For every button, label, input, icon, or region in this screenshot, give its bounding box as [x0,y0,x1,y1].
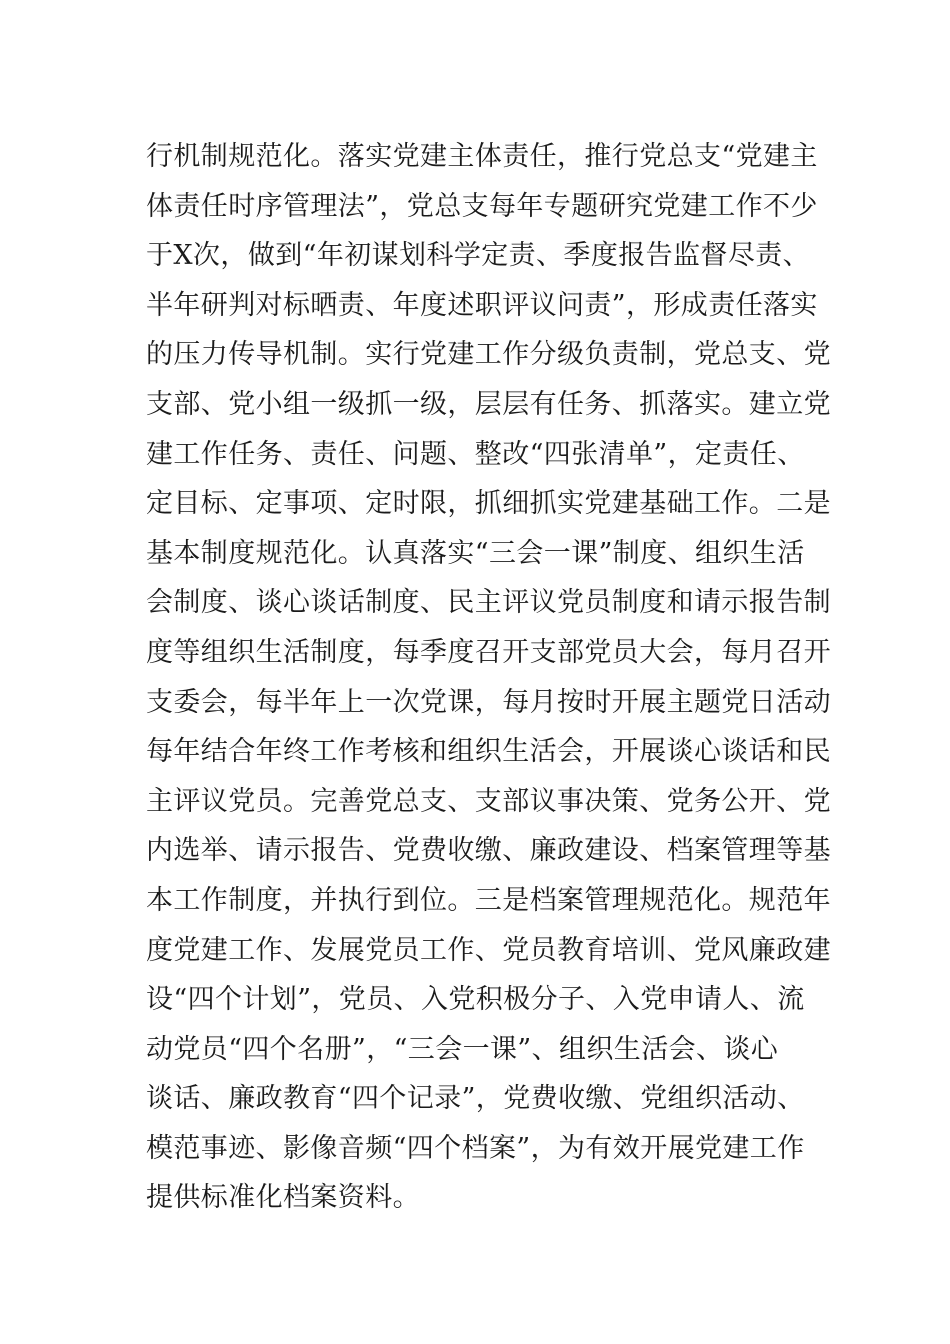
text-line: 的压力传导机制。实行党建工作分级负责制，党总支、党 [146,339,831,371]
body-paragraph [146,132,831,1223]
text-line: 支部、党小组一级抓一级，层层有任务、抓落实。建立党 [146,388,831,420]
text-line: 每年结合年终工作考核和组织生活会，开展谈心谈话和民 [146,736,831,768]
text-line: 谈话、廉政教育“四个记录”，党费收缴、党组织活动、 [146,1083,805,1115]
text-line: 半年研判对标晒责、年度述职评议问责”，形成责任落实 [146,289,818,321]
text-line: 动党员“四个名册”，“三会一课”、组织生活会、谈心 [146,1033,779,1065]
text-line: 提供标准化档案资料。 [146,1182,420,1214]
text-line: 设“四个计划”，党员、入党积极分子、入党申请人、流 [146,984,805,1016]
text-line: 内选举、请示报告、党费收缴、廉政建设、档案管理等基 [146,835,831,867]
text-line: 度等组织生活制度，每季度召开支部党员大会，每月召开 [146,636,831,668]
text-line: 定目标、定事项、定时限，抓细抓实党建基础工作。二是 [146,488,831,520]
text-line: 体责任时序管理法”，党总支每年专题研究党建工作不少 [146,190,818,222]
text-line: 基本制度规范化。认真落实“三会一课”制度、组织生活 [146,537,805,569]
text-line: 支委会，每半年上一次党课，每月按时开展主题党日活动 [146,686,831,718]
text-line: 会制度、谈心谈话制度、民主评议党员制度和请示报告制 [146,587,831,619]
text-line: 行机制规范化。落实党建主体责任，推行党总支“党建主 [146,141,818,172]
text-line: 度党建工作、发展党员工作、党员教育培训、党风廉政建 [146,934,831,966]
text-line: 本工作制度，并执行到位。三是档案管理规范化。规范年 [146,884,831,916]
text-line: 主评议党员。完善党总支、支部议事决策、党务公开、党 [146,785,831,817]
text-line: 建工作任务、责任、问题、整改“四张清单”，定责任、 [146,438,805,470]
text-line: 模范事迹、影像音频“四个档案”，为有效开展党建工作 [146,1132,805,1164]
text-line: 于X次，做到“年初谋划科学定责、季度报告监督尽责、 [146,240,811,272]
